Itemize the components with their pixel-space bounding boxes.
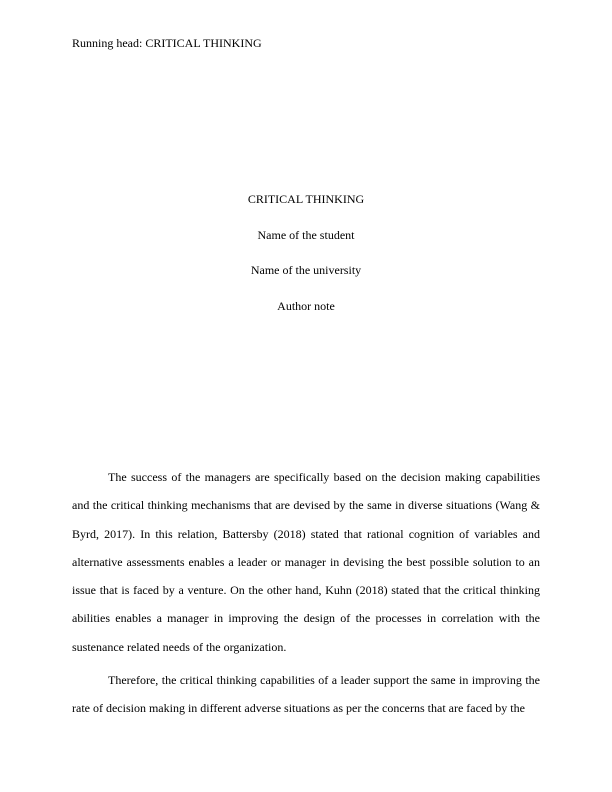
body-paragraph: Therefore, the critical thinking capabilities of a leader support the same in improving the rate of decision making in different adverse situations as per the concerns that are faced by the (72, 673, 540, 716)
author-note: Author note (277, 299, 335, 313)
student-name: Name of the student (257, 228, 355, 242)
document-title: CRITICAL THINKING (247, 192, 365, 206)
body-paragraph: The success of the managers are specifically based on the decision making capabilities and the critical thinking mechanisms that are devised by the same in diverse situations (Wang & Byrd, 2017). In this relation, Battersby (2018) stated that rational cognition of variables and alternative assessments enables a leader or manager in devising the best possible solution to an issue that is faced by a venture. On the other hand, Kuhn (2018) stated that the critical thinking abilities enables a manager in improving the design of the processes in correlation with the sustenance related needs of the organization. (72, 470, 540, 654)
body-text (72, 463, 540, 728)
university-name: Name of the university (250, 263, 362, 277)
running-head: Running head: CRITICAL THINKING (72, 36, 262, 50)
